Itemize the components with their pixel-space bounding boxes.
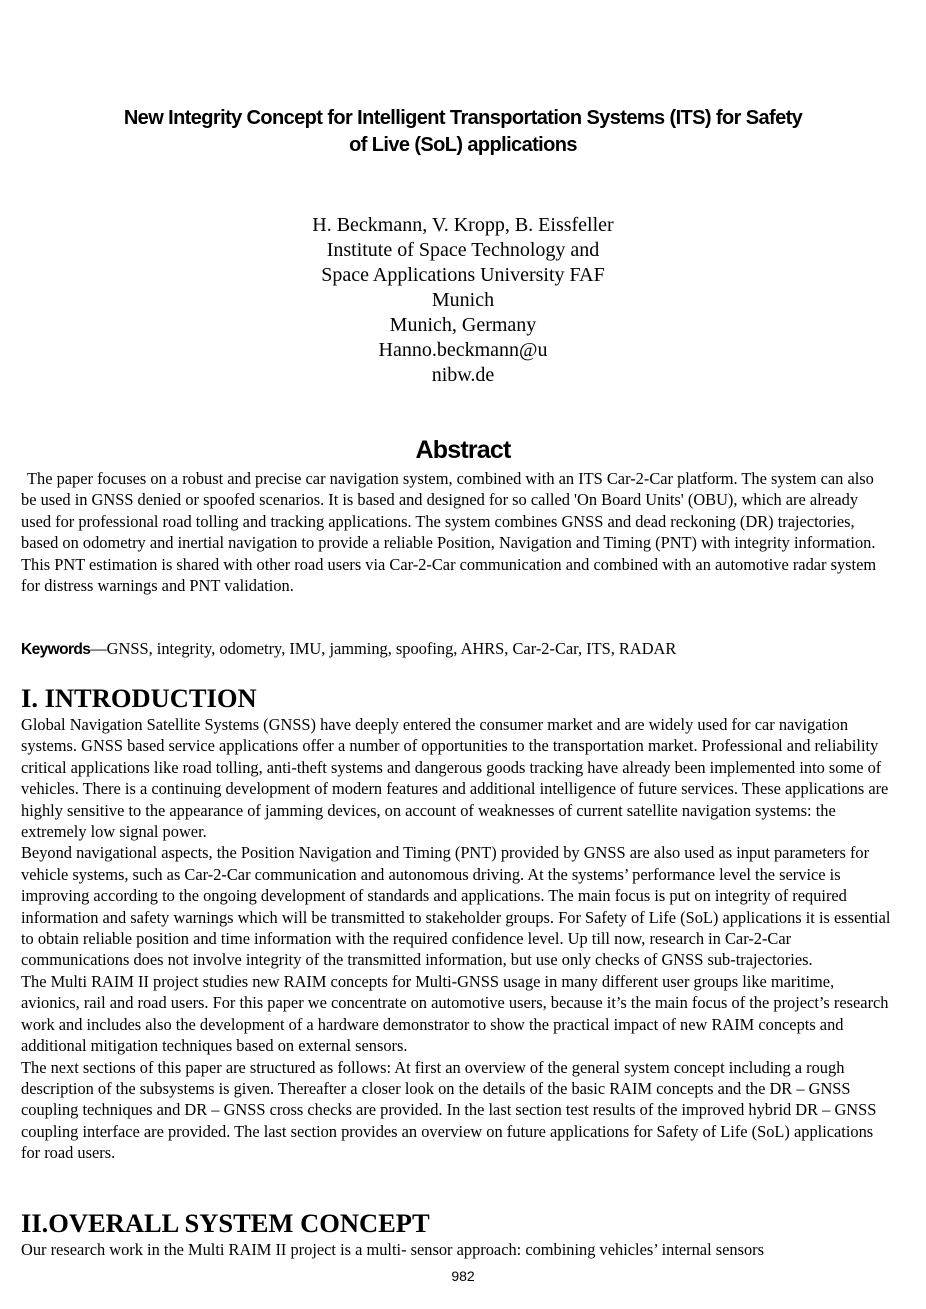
overall-paragraph-1: Our research work in the Multi RAIM II project is a multi- sensor approach: combining vehicles’ internal sensors xyxy=(21,1240,764,1259)
introduction-paragraph-1: Global Navigation Satellite Systems (GNSS) have deeply entered the consumer market and are widely used for car navigation systems. GNSS based service applications offer a number of opportunities to the transportation market. Professional and reliability critical applications like road tolling, anti-theft systems and dangerous goods tracking have already been implemented into some of vehicles. There is a continuing development of modern features and additional intelligence of future services. These applications are highly sensitive to the appearance of jamming devices, on account of weaknesses of current satellite navigation systems: the extremely low signal power. xyxy=(21,715,889,842)
author-email-line-2: nibw.de xyxy=(431,364,495,386)
paper-title-line-2: of Live (SoL) applications xyxy=(349,134,577,156)
affiliation-line-3: Munich xyxy=(431,289,495,311)
affiliation-line-1: Institute of Space Technology and xyxy=(326,239,600,261)
author-email-line-1: Hanno.beckmann@u xyxy=(378,339,548,361)
introduction-paragraph-2: Beyond navigational aspects, the Position Navigation and Timing (PNT) provided by GNSS are also used as input parameters for vehicle systems, such as Car-2-Car communication and autonomous driving. At the systems’ performance level the service is improving according to the ongoing development of standards and applications. The main focus is put on integrity of required information and safety warnings which will be transmitted to stakeholder groups. For Safety of Life (SoL) applications it is essential to obtain reliable position and time information with the required confidence level. Up till now, research in Car-2-Car communications does not involve integrity of the transmitted information, but use only checks of GNSS sub-trajectories. xyxy=(21,843,891,970)
keywords-text: —GNSS, integrity, odometry, IMU, jamming, spoofing, AHRS, Car-2-Car, ITS, RADAR xyxy=(90,639,677,658)
affiliation-line-2: Space Applications University FAF xyxy=(321,264,605,286)
author-location: Munich, Germany xyxy=(389,314,537,336)
introduction-paragraph-4: The next sections of this paper are structured as follows: At first an overview of the general system concept including a rough description of the subsystems is given. Thereafter a closer look on the details of the basic RAIM concepts and the DR – GNSS coupling techniques and DR – GNSS cross checks are provided. In the last section test results of the improved hybrid DR – GNSS coupling interface are provided. The last section provides an overview on future applications for Safety of Life (SoL) applications for road users. xyxy=(21,1057,877,1163)
section-heading-introduction: I. INTRODUCTION xyxy=(21,683,257,713)
paper-title xyxy=(40,105,886,159)
abstract-heading: Abstract xyxy=(415,436,511,464)
abstract-text: The paper focuses on a robust and precise car navigation system, combined with an ITS Car-2-Car platform. The system can also be used in GNSS denied or spoofed scenarios. It is based and designed for so called 'On Board Units' (OBU), which are already used for professional road tolling and tracking applications. The system combines GNSS and dead reckoning (DR) trajectories, based on odometry and inertial navigation to provide a reliable Position, Navigation and Timing (PNT) with integrity information. This PNT estimation is shared with other road users via Car-2-Car communication and combined with an automotive radar system for distress warnings and PNT validation. xyxy=(21,469,877,596)
introduction-paragraph-3: The Multi RAIM II project studies new RAIM concepts for Multi-GNSS usage in many different user groups like maritime, avionics, rail and road users. For this paper we concentrate on automotive users, because it’s the main focus of the project’s research work and includes also the development of a hardware demonstrator to show the practical impact of new RAIM concepts and additional mitigation techniques based on external sensors. xyxy=(21,971,889,1056)
introduction-body xyxy=(21,714,891,1164)
author-names: H. Beckmann, V. Kropp, B. Eissfeller xyxy=(312,214,614,236)
keywords xyxy=(21,638,891,660)
author-block xyxy=(0,213,926,388)
section-heading-overall-system-concept: II.OVERALL SYSTEM CONCEPT xyxy=(21,1208,430,1238)
keywords-label: Keywords xyxy=(21,641,91,658)
page-number: 982 xyxy=(451,1268,475,1284)
paper-title-line-1: New Integrity Concept for Intelligent Transportation Systems (ITS) for Safety xyxy=(123,107,803,129)
